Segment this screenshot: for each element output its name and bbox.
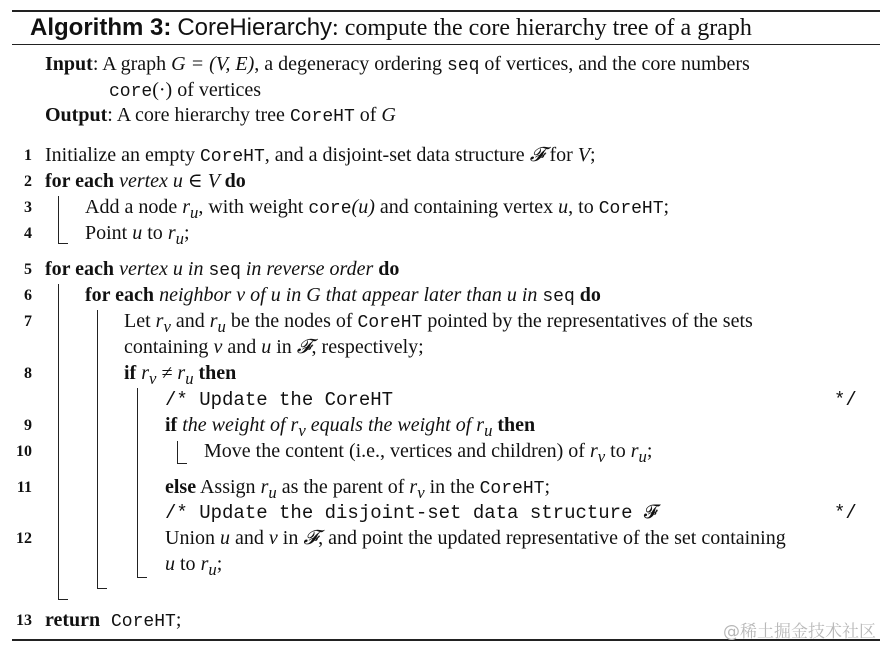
text-fragment: /* Update the disjoint-set data structure 𝓕 [165, 502, 658, 524]
line-number: 3 [24, 199, 32, 216]
text-fragment: to [605, 440, 631, 462]
text-fragment: and [170, 310, 210, 332]
text-fragment: if [124, 362, 137, 384]
text-fragment: ; [544, 476, 550, 498]
step-7-cont [124, 335, 424, 359]
line-number: 12 [16, 530, 32, 547]
block-bar-outer-for [58, 284, 59, 599]
text-fragment: v [597, 447, 606, 466]
text-fragment: , and a disjoint-set data structure [264, 144, 530, 166]
text-fragment: , and point the updated representative of the set containing [318, 527, 786, 549]
text-fragment: do [224, 170, 246, 192]
watermark: @稀土掘金技术社区 [723, 622, 876, 642]
text-fragment: Initialize an empty [45, 144, 200, 166]
text-fragment: return [45, 609, 101, 631]
text-fragment: containing [124, 336, 214, 358]
text-fragment: of [354, 104, 382, 126]
line-number: 11 [16, 479, 32, 496]
title-rule [12, 44, 880, 45]
text-fragment: V [577, 144, 590, 166]
text-fragment: Move the content (i.e., vertices and children) of [204, 440, 590, 462]
text-fragment: CoreHT [479, 479, 545, 499]
text-fragment: CoreHT [100, 612, 176, 632]
text-fragment: 𝓕 [296, 336, 312, 358]
comment-end: */ [834, 502, 857, 524]
text-fragment: and containing vertex [374, 196, 559, 218]
text-fragment: r [182, 196, 190, 218]
comment-end: */ [834, 389, 857, 411]
text-fragment: for each [45, 170, 115, 192]
text-fragment: u [261, 336, 272, 358]
step-12-cont [165, 552, 222, 582]
text-fragment: : A graph [92, 53, 172, 75]
step-8 [124, 361, 236, 391]
line-number: 7 [24, 313, 32, 330]
text-fragment: be the nodes of [225, 310, 358, 332]
text-fragment: in [271, 336, 297, 358]
text-fragment: 𝓕 [303, 527, 319, 549]
text-fragment: r [167, 222, 176, 244]
text-fragment: for each [45, 258, 115, 280]
text-fragment: and [222, 336, 262, 358]
text-fragment: , a degeneracy ordering [254, 53, 447, 75]
line-number: 9 [24, 417, 32, 434]
text-fragment: core [109, 82, 153, 102]
text-fragment: ; [590, 144, 596, 166]
input-line-2 [109, 78, 261, 104]
algorithm-heading: Algorithm 3: [30, 14, 172, 41]
text-fragment: (u) [351, 196, 375, 218]
block-bar-if [137, 388, 138, 577]
step-2 [45, 169, 246, 193]
text-fragment: u [132, 222, 143, 244]
text-fragment: G [381, 104, 396, 126]
text-fragment: neighbor v of u in G that appear later than u in [154, 284, 543, 306]
text-fragment: , to [568, 196, 599, 218]
text-fragment: to [142, 222, 168, 244]
line-number: 4 [24, 225, 32, 242]
text-fragment: Let [124, 310, 156, 332]
text-fragment: r [200, 553, 209, 575]
text-fragment: ; [646, 440, 653, 462]
text-fragment: 𝓕 [529, 144, 545, 166]
text-fragment: u [208, 560, 217, 579]
text-fragment: do [574, 284, 601, 306]
block-bar-inner-for [97, 310, 98, 588]
text-fragment: u [190, 203, 199, 222]
text-fragment: (·) [152, 79, 173, 101]
line-number: 13 [16, 612, 32, 629]
line-number: 2 [24, 173, 32, 190]
text-fragment: r [136, 362, 150, 384]
text-fragment: equals the weight of r [305, 414, 485, 436]
text-fragment: vertex u ∈ V [114, 170, 225, 192]
step-13 [45, 608, 181, 634]
text-fragment: CoreHT [357, 313, 423, 333]
algorithm-name: CoreHierarchy [177, 14, 333, 41]
text-fragment: G = (V, E) [171, 53, 255, 75]
text-fragment: v [213, 336, 223, 358]
step-1 [45, 143, 596, 169]
step-5 [45, 257, 399, 283]
block-bar-end [137, 577, 147, 578]
text-fragment: , respectively; [311, 336, 424, 358]
text-fragment: Add a node [85, 196, 183, 218]
text-fragment: for [544, 144, 578, 166]
text-fragment: ; [663, 196, 670, 218]
text-fragment: , with weight [198, 196, 309, 218]
text-fragment: u [217, 317, 226, 336]
text-fragment: r [155, 310, 164, 332]
text-fragment: ≠ r [156, 362, 186, 384]
text-fragment: u [175, 229, 184, 248]
text-fragment: v [268, 527, 278, 549]
text-fragment: do [378, 258, 400, 280]
comment-update-coreht [165, 388, 393, 412]
block-bar-end [58, 599, 68, 600]
text-fragment: CoreHT [598, 199, 664, 219]
text-fragment: in [277, 527, 304, 549]
text-fragment: ; [183, 222, 190, 244]
text-fragment: else [165, 476, 197, 498]
text-fragment: r [209, 310, 218, 332]
text-fragment: and [230, 527, 269, 549]
line-number: 8 [24, 365, 32, 382]
line-number: 10 [16, 443, 32, 460]
text-fragment: v [163, 317, 171, 336]
input-line [45, 52, 750, 78]
text-fragment: r [589, 440, 598, 462]
text-fragment: u [484, 421, 493, 440]
text-fragment: Union [165, 527, 220, 549]
line-number: 6 [24, 287, 32, 304]
text-fragment: seq [208, 261, 241, 281]
line-number: 5 [24, 261, 32, 278]
text-fragment: vertex u in [114, 258, 209, 280]
text-fragment: CoreHT [289, 107, 355, 127]
text-fragment: then [193, 362, 237, 384]
step-10 [204, 439, 652, 469]
text-fragment: u [165, 553, 175, 575]
text-fragment: r [630, 440, 639, 462]
text-fragment: seq [542, 287, 575, 307]
line-number: 1 [24, 147, 32, 164]
text-fragment: v [417, 483, 425, 502]
text-fragment: Point [85, 222, 133, 244]
text-fragment: /* Update the CoreHT [165, 389, 394, 411]
text-fragment: r [409, 476, 418, 498]
text-fragment: pointed by the representatives of the sets [422, 310, 753, 332]
comment-update-disjoint-set [165, 501, 658, 525]
block-bar-end [177, 463, 187, 464]
text-fragment: seq [446, 56, 480, 76]
block-bar [177, 441, 178, 464]
step-4 [85, 221, 190, 251]
top-rule [12, 10, 880, 12]
text-fragment: in the [424, 476, 480, 498]
text-fragment: ; [175, 609, 182, 631]
text-fragment: u [638, 447, 647, 466]
text-fragment: in reverse order [240, 258, 379, 280]
text-fragment: ; [216, 553, 223, 575]
block-bar-end [58, 243, 68, 244]
text-fragment: : A core hierarchy tree [107, 104, 290, 126]
text-fragment: CoreHT [199, 147, 265, 167]
algorithm-description: : compute the core hierarchy tree of a graph [332, 15, 752, 41]
text-fragment: r [260, 476, 269, 498]
text-fragment: u [185, 369, 194, 388]
text-fragment: u [268, 483, 277, 502]
text-fragment: u [558, 196, 569, 218]
text-fragment: for each [85, 284, 155, 306]
algorithm-title [30, 14, 752, 42]
text-fragment: the weight of r [177, 414, 299, 436]
text-fragment: Input [45, 53, 93, 75]
text-fragment: of vertices [172, 79, 262, 101]
text-fragment: to [175, 553, 201, 575]
block-bar [58, 196, 59, 244]
text-fragment: as the parent of [276, 476, 410, 498]
text-fragment: if [165, 414, 178, 436]
text-fragment: v [298, 421, 306, 440]
text-fragment: of vertices, and the core numbers [479, 53, 750, 75]
step-12 [165, 526, 786, 550]
output-line [45, 103, 396, 129]
text-fragment: Output [45, 104, 108, 126]
block-bar-end [97, 588, 107, 589]
text-fragment: v [149, 369, 157, 388]
text-fragment: core [308, 199, 352, 219]
step-6 [85, 283, 601, 309]
text-fragment: Assign [196, 476, 261, 498]
text-fragment: then [492, 414, 536, 436]
text-fragment: u [220, 527, 230, 549]
